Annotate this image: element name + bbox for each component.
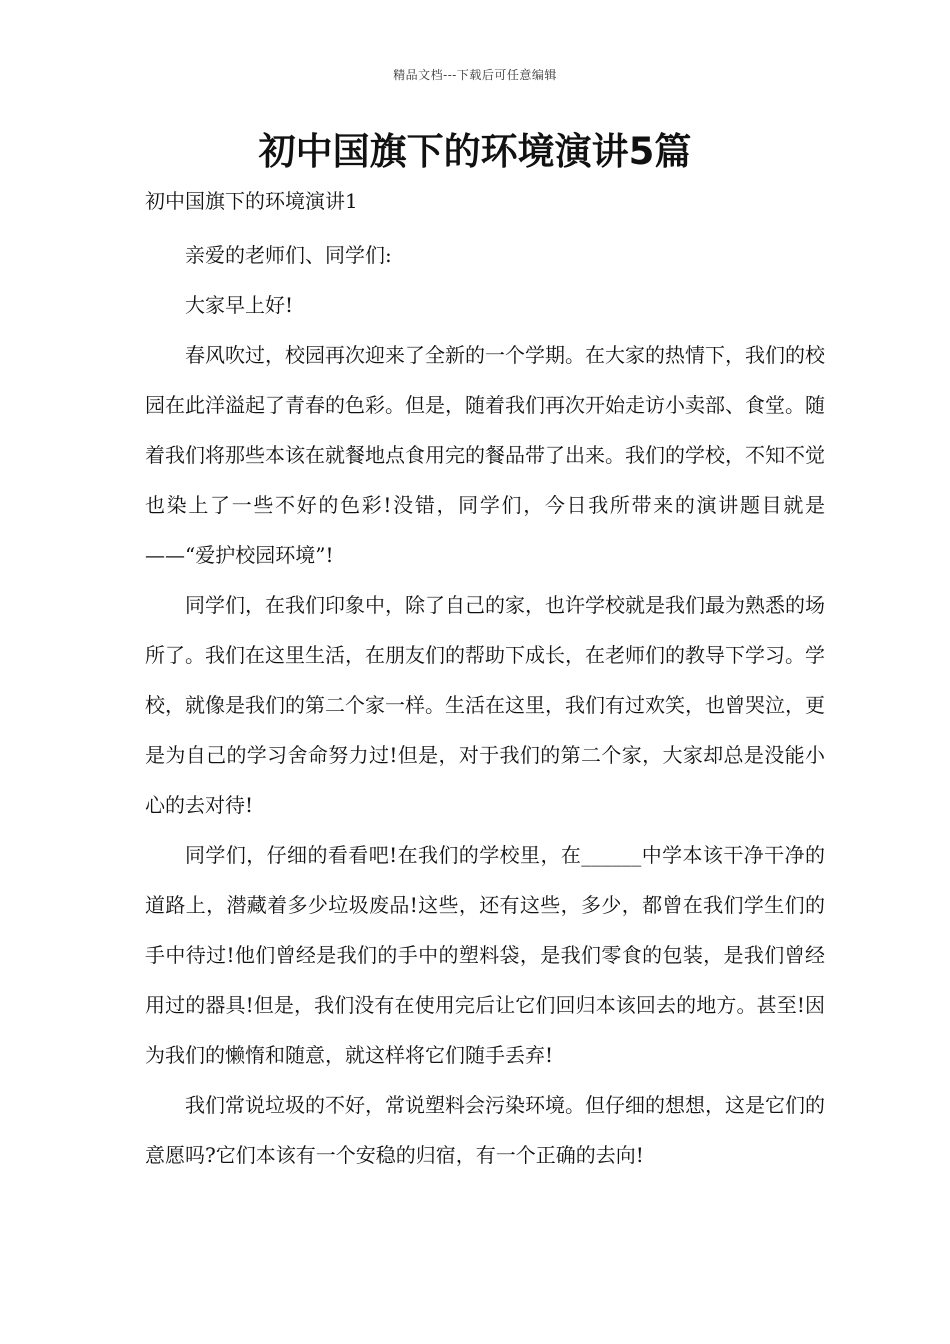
paragraph: 同学们，在我们印象中，除了自己的家，也许学校就是我们最为熟悉的场所了。我们在这里生活，在朋友们的帮助下成长，在老师们的教导下学习。学校，就像是我们的第二个家一样。生活在这里，我们有过欢笑，也曾哭泣，更是为自己的学习舍命努力过!但是，对于我们的第二个家，大家却总是没能小心的去对待! bbox=[145, 593, 825, 817]
paragraph-salutation: 亲爱的老师们、同学们: bbox=[185, 243, 392, 267]
paragraph: 同学们，仔细的看看吧!在我们的学校里，在______中学本该干净干净的道路上，潜藏着多少垃圾废品!这些，还有这些，多少，都曾在我们学生们的手中待过!他们曾经是我们的手中的塑料袋，是我们零食的包装，是我们曾经用过的器具!但是，我们没有在使用完后让它们回归本该回去的地方。甚至!因为我们的懒惰和随意，就这样将它们随手丢弃! bbox=[145, 843, 825, 1067]
document-title: 初中国旗下的环境演讲5篇 bbox=[258, 130, 692, 173]
paragraph-greeting: 大家早上好! bbox=[185, 293, 294, 317]
header-note: 精品文档---下载后可任意编辑 bbox=[393, 68, 557, 82]
speech-body bbox=[145, 230, 825, 1180]
paragraph: 春风吹过，校园再次迎来了全新的一个学期。在大家的热情下，我们的校园在此洋溢起了青春的色彩。但是，随着我们再次开始走访小卖部、食堂。随着我们将那些本该在就餐地点食用完的餐品带了出来。我们的学校，不知不觉也染上了一些不好的色彩!没错，同学们，今日我所带来的演讲题目就是——“爱护校园环境”! bbox=[145, 343, 825, 567]
paragraph: 我们常说垃圾的不好，常说塑料会污染环境。但仔细的想想，这是它们的意愿吗?它们本该有一个安稳的归宿，有一个正确的去向! bbox=[145, 1093, 825, 1167]
section-heading: 初中国旗下的环境演讲1 bbox=[145, 189, 358, 213]
